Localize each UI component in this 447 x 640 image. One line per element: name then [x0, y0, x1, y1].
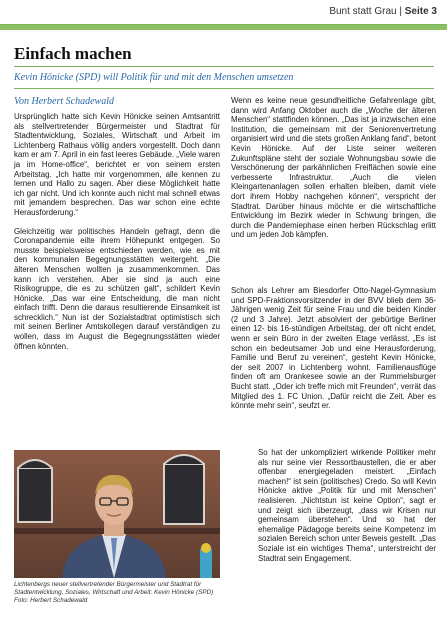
divider: [14, 88, 434, 89]
portrait-image: [14, 450, 220, 578]
photo-caption: [14, 581, 224, 605]
page-number: Seite 3: [404, 6, 437, 17]
paragraph: So hat der unkompliziert wirkende Politiker mehr als nur seine vier Ressortbaustellen, die er aber offenbar energiegeladen meistert. „Einfach machen!“ ist sein (politisches) Credo. So will Kevin Hönicke aktive „Politik für und mit Menschen“ realisieren. „Nichtstun ist keine Option“, sagt er und zeigt sich überzeugt, „dass wir Krisen nur gemeinsam überstehen“. Und so hat der ehemalige Pädagoge bereits seine Kompetenz im sozialen Bereich schon unter Beweis gestellt. „Das Soziale ist ein wichtiges Thema“, unterstreicht der Stadtrat sein Engagement.: [258, 448, 436, 563]
accent-bar: [0, 25, 447, 30]
article-subheadline: Kevin Hönicke (SPD) will Politik für und mit den Menschen umsetzen: [14, 72, 294, 83]
article-headline: Einfach machen: [14, 44, 132, 63]
article-column-left: [14, 112, 220, 360]
article-column-right: [231, 96, 436, 249]
portrait-photo: [14, 450, 220, 578]
header-label: Bunt statt Grau | Seite 3: [329, 6, 437, 17]
divider: [14, 66, 434, 67]
paragraph: Ursprünglich hatte sich Kevin Hönicke seinen Amtsantritt als stellvertretender Bürgermeister und Stadtrat für Stadtentwicklung, Soziales, Wirtschaft und Arbeit im Lichtenberg Rathaus völlig anders vorgestellt. Doch dann kam er am 7. April in ein fast leeres Gebäude. „Viele waren ja im Home-office“, berichtet er von seinem ersten Arbeitstag. „Ich hatte mir vorgenommen, alle kennen zu lernen und Hallo zu sagen. Aber diese Möglichkeit hatte ich gar nicht. Und ich konnte auch nicht mal schnell etwas mit jemandem besprechen. Das war schon eine echte Herausforderung.“: [14, 112, 220, 217]
paragraph: Schon als Lehrer am Biesdorfer Otto-Nagel-Gymnasium und SPD-Fraktionsvorsitzender in der BVV blieb dem 36-Jährigen wenig Zeit für seine Frau und die beiden Kinder (2 und 3 Jahre). Jetzt absolviert der gebürtige Berliner einen 12- bis 16-stündigen Arbeitstag, der oft nicht endet, wenn er sein Büro in der zweiten Etage verlässt. „Es ist schon ein bedeutsamer Job und eine Herausforderung, Familie und Beruf zu vereinen“, gesteht Kevin Hönicke, der seit 2007 in Lichtenberg wohnt. Familienausflüge finden oft am Orankesee sowie an der Rummelsburger Bucht statt. „Oder ich treffe mich mit Freunden“, verrät das Mitglied des 1. FC Union. „Dafür reicht die Zeit. Aber es könnte mehr sein“, seufzt er.: [231, 286, 436, 411]
page-header: [0, 0, 447, 25]
section-name: Bunt statt Grau: [329, 6, 397, 17]
paragraph: Wenn es keine neue gesundheitliche Gefahrenlage gibt, dann wird Anfang Oktober auch die „Woche der älteren Menschen“ stattfinden können. „Das ist ja inzwischen eine Institution, die gemeinsam mit der Seniorenvertretung organisiert wird und die stets großen Anklang fand“, betont Kevin Hönicke. Auf der Liste seiner weiteren Zukunftspläne steht der soziale Wohnungsbau sowie die Verschönerung der parkähnlichen Freiflächen sowie eine verbesserte Infrastruktur. „Auch die vielen Kleingartenanlagen sollen erhalten bleiben, damit viele dort ihrem Hobby nachgehen können“, verspricht der Stadtrat. Darüber hinaus möchte er die wirtschaftliche Entwicklung im Bezirk wieder in Schwung bringen, die durch die Pandemiephase einen herben Rückschlag erlitt und um jeden Job kämpfen.: [231, 96, 436, 240]
article-byline: Von Herbert Schadewald: [14, 96, 114, 107]
article-column-right-mid: [231, 286, 436, 420]
paragraph: Gleichzeitig war politisches Handeln gefragt, denn die Coronapandemie eilte ihrem Höhepunkt entgegen. So musste beispielsweise entschieden werden, wie es mit den kommunalen Begegnungsstätten weitergeht. „Die älteren Menschen wollten ja zusammenkommen. Das kann ich verstehen. Aber sie sind ja auch eine Risikogruppe, die es zu schützen galt“, schildert Kevin Hönicke. „Das war eine Entscheidung, die man nicht einfach trifft. Denn die daraus resultierende Einsamkeit ist schrecklich.“ Nun ist der Sozialstadtrat optimistisch sich mit seinen Berliner Amtskollegen darauf verständigen zu wollen, dass im August die Begegnungsstätten wieder öffnen könnten.: [14, 226, 220, 351]
article-column-right-bottom: [258, 448, 436, 572]
caption-credit: Foto: Herbert Schadewald: [14, 597, 88, 604]
caption-text: Lichtenbergs neuer stellvertretender Bürgermeister und Stadtrat für Stadtentwicklung, Soziales, Wirtschaft und Arbeit: Kevin Hönicke (SPD): [14, 581, 214, 596]
